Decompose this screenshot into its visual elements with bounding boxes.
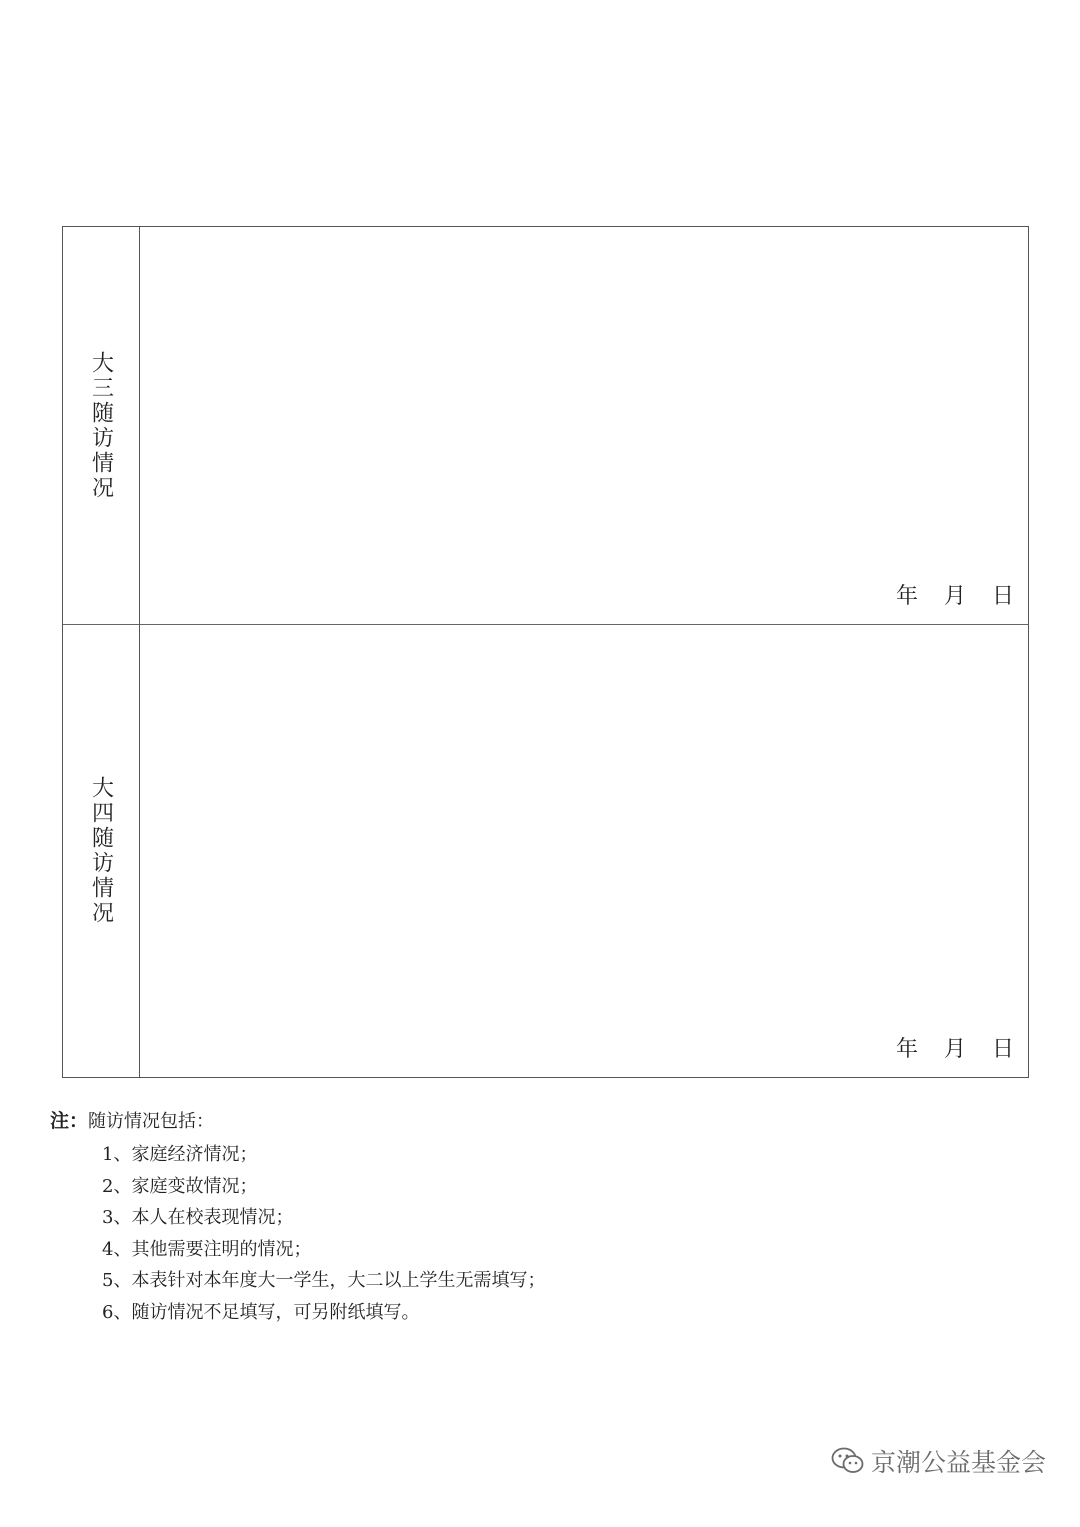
notes-intro: 随访情况包括：	[88, 1111, 215, 1132]
junior-year-label: 大三随访情况	[88, 350, 114, 501]
senior-year-row	[63, 624, 1028, 1077]
notes-section	[50, 1106, 545, 1328]
month-label: 月	[943, 1037, 966, 1062]
senior-year-label: 大四随访情况	[88, 775, 114, 926]
senior-year-date	[896, 1032, 1014, 1063]
watermark	[831, 1443, 1046, 1479]
note-item: 2、家庭变故情况；	[102, 1175, 258, 1197]
senior-year-label-cell	[63, 624, 140, 1077]
followup-form-table	[62, 226, 1029, 1078]
note-item: 1、家庭经济情况；	[102, 1144, 258, 1165]
day-label: 日	[991, 1037, 1014, 1062]
note-item: 4、其他需要注明的情况；	[102, 1238, 312, 1260]
watermark-text: 京潮公益基金会	[870, 1448, 1046, 1477]
month-label: 月	[943, 584, 966, 609]
junior-year-row	[63, 227, 1028, 625]
wechat-icon	[831, 1446, 865, 1476]
notes-header	[50, 1106, 545, 1133]
junior-year-content-area[interactable]	[140, 227, 1028, 624]
day-label: 日	[991, 584, 1014, 609]
junior-year-date	[896, 579, 1014, 610]
junior-year-label-cell	[63, 227, 140, 624]
note-item: 3、本人在校表现情况；	[102, 1207, 294, 1228]
year-label: 年	[895, 1037, 918, 1062]
note-item: 6、随访情况不足填写，可另附纸填写。	[102, 1301, 420, 1323]
senior-year-content-area[interactable]	[140, 624, 1028, 1077]
year-label: 年	[895, 584, 918, 609]
notes-title: 注：	[50, 1110, 89, 1132]
note-item: 5、本表针对本年度大一学生，大二以上学生无需填写；	[102, 1270, 546, 1291]
